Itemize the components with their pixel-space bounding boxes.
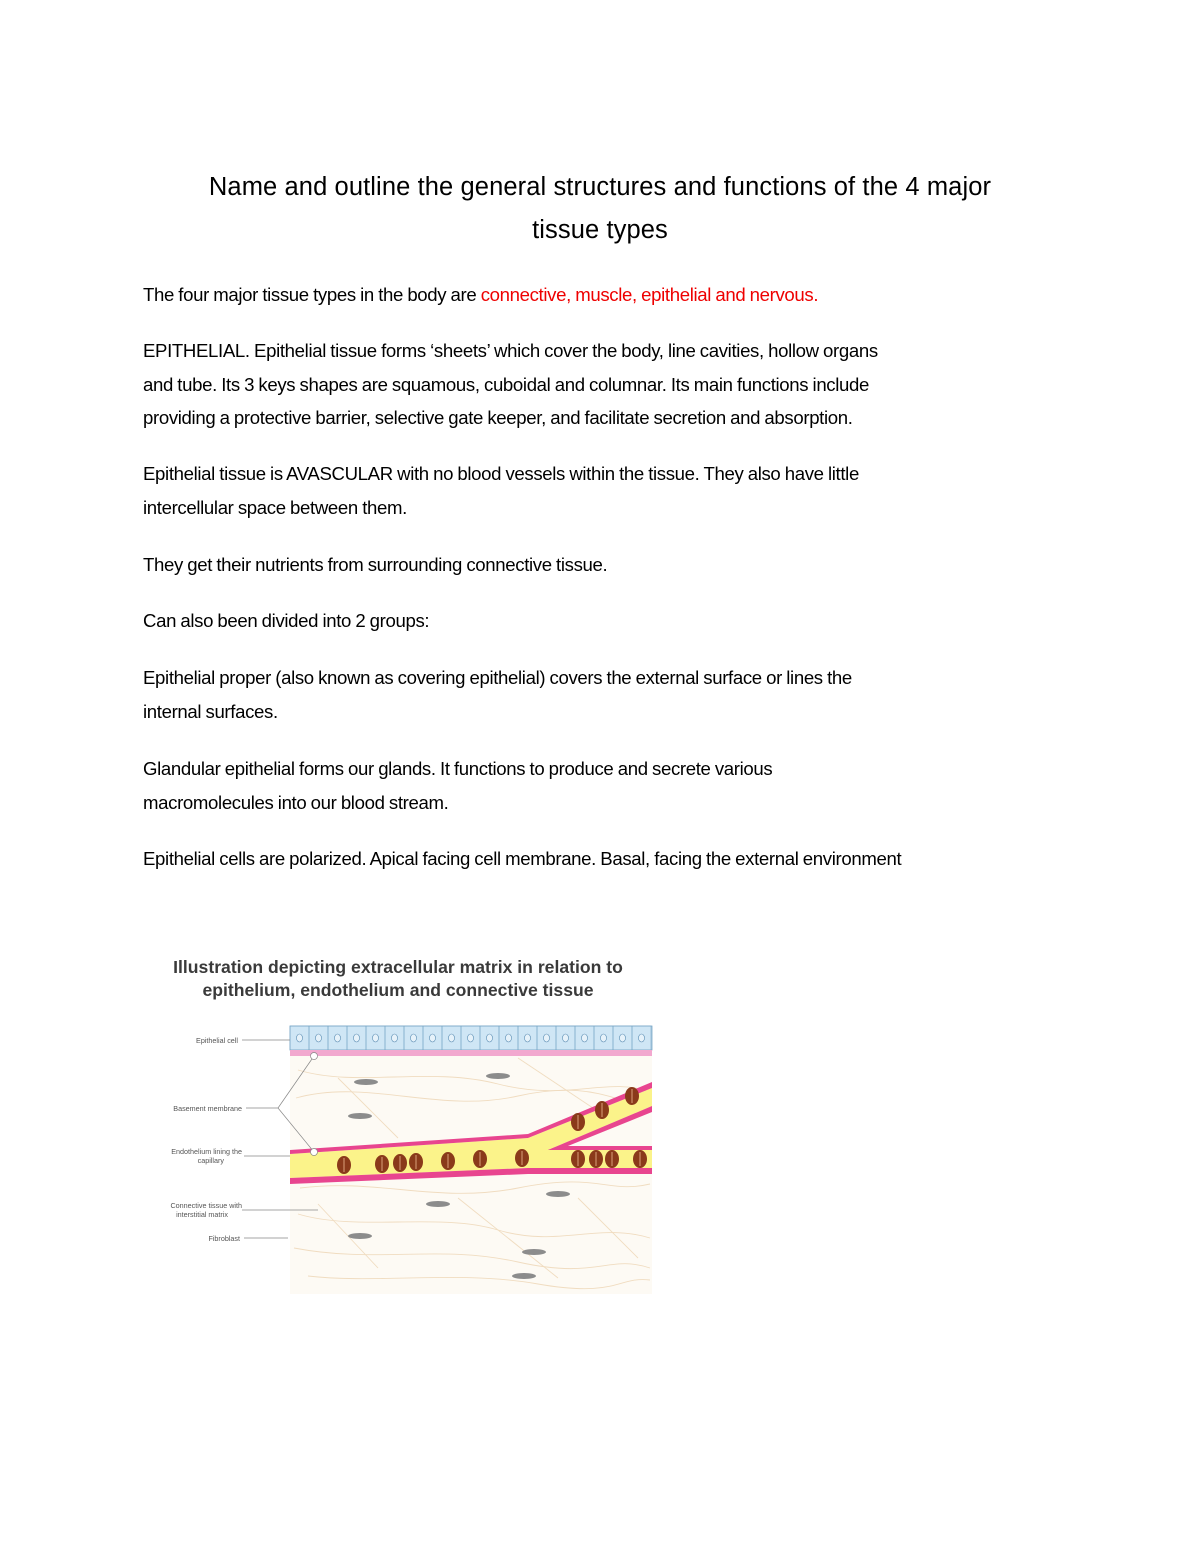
pointer-circle	[311, 1053, 318, 1060]
avascular-paragraph	[143, 457, 1083, 524]
epithelial-nucleus	[335, 1034, 341, 1042]
label-basement-membrane: Basement membrane	[173, 1104, 242, 1113]
pointer-circle	[311, 1149, 318, 1156]
intro-paragraph	[143, 278, 1083, 312]
groups-paragraph: Can also been divided into 2 groups:	[143, 610, 430, 631]
epithelial-nucleus	[620, 1034, 626, 1042]
figure-title-line-1: Illustration depicting extracellular matrix in relation to	[173, 957, 623, 977]
epithelial-nucleus	[563, 1034, 569, 1042]
fibroblast	[354, 1079, 378, 1085]
epithelial-nucleus	[468, 1034, 474, 1042]
glandular-line-2: macromolecules into our blood stream.	[143, 791, 449, 813]
label-endothelium-line-2: capillary	[197, 1156, 224, 1165]
epithelial-nucleus	[449, 1034, 455, 1042]
page-title	[120, 166, 1080, 252]
page-title-line-2: tissue types	[532, 216, 668, 244]
epithelial-nucleus	[430, 1034, 436, 1042]
epithelial-proper-paragraph	[143, 661, 1083, 728]
figure-title-line-2: epithelium, endothelium and connective tissue	[202, 980, 594, 1000]
fibroblast	[522, 1249, 546, 1255]
epithelial-paragraph	[143, 334, 1083, 435]
proper-line-1: Epithelial proper (also known as covering epithelial) covers the external surface or lines the	[143, 667, 852, 688]
epithelial-nucleus	[297, 1034, 303, 1042]
label-epithelial-cell: Epithelial cell	[196, 1036, 238, 1045]
figure-title	[138, 956, 658, 1002]
epithelial-nucleus	[544, 1034, 550, 1042]
glandular-paragraph	[143, 752, 1083, 819]
epithelial-nucleus	[506, 1034, 512, 1042]
nutrients-paragraph: They get their nutrients from surrounding connective tissue.	[143, 554, 608, 575]
epithelial-nucleus	[601, 1034, 607, 1042]
extracellular-matrix-figure	[138, 952, 658, 1292]
epithelial-nucleus	[525, 1034, 531, 1042]
epithelial-nucleus	[487, 1034, 493, 1042]
capillary-inner-wall	[548, 1146, 652, 1150]
page-title-line-1: Name and outline the general structures and functions of the 4 major	[208, 173, 992, 201]
fibroblast	[486, 1073, 510, 1079]
epithelial-nucleus	[354, 1034, 360, 1042]
avascular-line-1: Epithelial tissue is AVASCULAR with no blood vessels within the tissue. They also have little	[143, 463, 859, 484]
intro-lead: The four major tissue types in the body are	[143, 284, 481, 305]
glandular-line-1: Glandular epithelial forms our glands. It functions to produce and secrete various	[143, 758, 773, 779]
epithelial-line-3: providing a protective barrier, selective gate keeper, and facilitate secretion and absorption.	[143, 407, 853, 428]
epithelial-nucleus	[392, 1034, 398, 1042]
epithelial-nucleus	[411, 1034, 417, 1042]
fibroblast	[512, 1273, 536, 1279]
basement-membrane	[290, 1050, 652, 1056]
epithelial-nucleus	[639, 1034, 645, 1042]
polarized-paragraph: Epithelial cells are polarized. Apical facing cell membrane. Basal, facing the external environment	[143, 848, 902, 869]
label-connective-line-1: Connective tissue with	[170, 1201, 242, 1210]
label-fibroblast: Fibroblast	[208, 1234, 240, 1243]
epithelial-nucleus	[373, 1034, 379, 1042]
fibroblast	[426, 1201, 450, 1207]
epithelial-nucleus	[316, 1034, 322, 1042]
tissue-diagram	[138, 1018, 658, 1298]
epithelial-line-1: EPITHELIAL. Epithelial tissue forms ‘sheets’ which cover the body, line cavities, hollow organs	[143, 340, 878, 361]
fibroblast	[348, 1233, 372, 1239]
tissue-types-highlight: connective, muscle, epithelial and nervous.	[480, 284, 819, 305]
fibroblast	[348, 1113, 372, 1119]
epithelial-nucleus	[582, 1034, 588, 1042]
proper-line-2: internal surfaces.	[143, 700, 278, 722]
label-endothelium-line-1: Endothelium lining the	[171, 1147, 242, 1156]
epithelial-line-2: and tube. Its 3 keys shapes are squamous, cuboidal and columnar. Its main functions include	[143, 373, 870, 395]
fibroblast	[546, 1191, 570, 1197]
label-connective-line-2: interstitial matrix	[176, 1210, 228, 1219]
avascular-line-2: intercellular space between them.	[143, 496, 407, 518]
